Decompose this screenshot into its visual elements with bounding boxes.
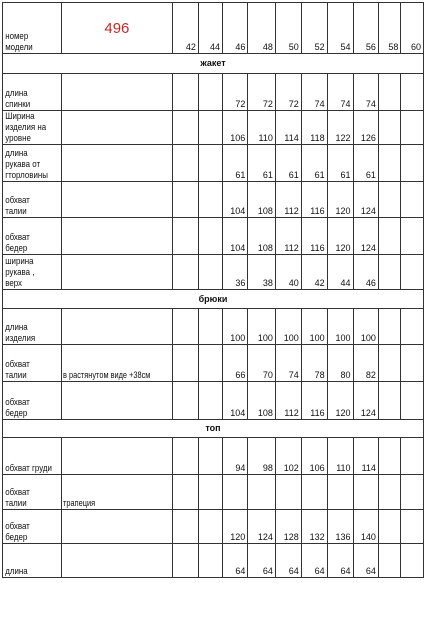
measurement-row (3, 309, 424, 345)
measurement-value (222, 475, 247, 510)
measurement-note (61, 382, 152, 420)
measurement-label: длина (3, 544, 55, 578)
measurement-value (378, 345, 401, 382)
measurement-value: 38 (248, 255, 276, 290)
measurement-value: 112 (275, 382, 301, 420)
measurement-value (198, 544, 222, 578)
measurement-value (198, 345, 222, 382)
measurement-value: 44 (327, 255, 353, 290)
measurement-value: 106 (301, 438, 327, 475)
measurement-row (3, 475, 424, 510)
size-header: 52 (301, 3, 327, 54)
measurement-value: 64 (275, 544, 301, 578)
measurement-label: обхват бедер (3, 218, 55, 255)
measurement-row (3, 74, 424, 111)
measurement-value (401, 475, 424, 510)
measurement-label: обхват талии (3, 182, 55, 218)
measurement-value: 108 (248, 182, 276, 218)
measurement-value: 64 (222, 544, 247, 578)
measurement-value: 61 (301, 145, 327, 182)
header-row (3, 3, 424, 54)
measurement-row (3, 218, 424, 255)
section-title: брюки (3, 290, 424, 309)
measurement-value: 106 (222, 111, 247, 145)
measurement-value: 61 (327, 145, 353, 182)
measurement-value: 114 (353, 438, 378, 475)
measurement-label: Ширина изделия на уровне (3, 111, 55, 145)
measurement-value: 116 (301, 382, 327, 420)
measurement-value: 100 (222, 309, 247, 345)
measurement-value: 120 (327, 182, 353, 218)
measurement-value (401, 382, 424, 420)
measurement-value: 74 (275, 345, 301, 382)
measurement-value: 102 (275, 438, 301, 475)
measurement-row (3, 438, 424, 475)
measurement-value (198, 309, 222, 345)
measurement-value (353, 475, 378, 510)
measurement-value (198, 111, 222, 145)
measurement-value: 100 (301, 309, 327, 345)
measurement-value: 74 (301, 74, 327, 111)
measurement-value: 118 (301, 111, 327, 145)
measurement-value: 64 (353, 544, 378, 578)
measurement-value (401, 255, 424, 290)
measurement-value (198, 475, 222, 510)
measurement-value: 104 (222, 382, 247, 420)
measurement-note (61, 182, 152, 218)
measurement-value: 120 (222, 510, 247, 544)
size-header: 60 (401, 3, 424, 54)
measurement-value (378, 510, 401, 544)
measurement-value (173, 182, 199, 218)
measurement-value: 100 (248, 309, 276, 345)
measurement-note (61, 218, 152, 255)
measurement-row (3, 345, 424, 382)
measurement-value: 61 (275, 145, 301, 182)
measurement-value (378, 255, 401, 290)
measurement-value: 72 (275, 74, 301, 111)
measurement-value (173, 74, 199, 111)
measurement-value (378, 544, 401, 578)
section-title: жакет (3, 54, 424, 74)
section-row (3, 290, 424, 309)
measurement-value (378, 145, 401, 182)
measurement-value: 61 (248, 145, 276, 182)
measurement-value: 108 (248, 218, 276, 255)
measurement-value: 94 (222, 438, 247, 475)
measurement-value: 120 (327, 382, 353, 420)
measurement-value (173, 309, 199, 345)
measurement-value: 72 (222, 74, 247, 111)
measurement-value: 128 (275, 510, 301, 544)
measurement-value (198, 74, 222, 111)
measurement-value: 100 (327, 309, 353, 345)
measurement-value (198, 218, 222, 255)
measurement-label: длина изделия (3, 309, 55, 345)
measurement-value: 124 (353, 182, 378, 218)
measurement-value: 110 (248, 111, 276, 145)
measurement-note: в растянутом виде +38см (61, 345, 152, 382)
measurement-label: обхват груди (3, 438, 55, 475)
size-header: 46 (222, 3, 247, 54)
size-header: 56 (353, 3, 378, 54)
measurement-value (401, 182, 424, 218)
measurement-value (198, 182, 222, 218)
measurement-note (61, 111, 152, 145)
measurement-value: 98 (248, 438, 276, 475)
measurement-value (401, 145, 424, 182)
measurement-value: 36 (222, 255, 247, 290)
measurement-value (198, 382, 222, 420)
measurement-value (248, 475, 276, 510)
size-header: 48 (248, 3, 276, 54)
measurement-value: 124 (353, 218, 378, 255)
measurement-value (401, 345, 424, 382)
size-header: 42 (173, 3, 199, 54)
measurement-value (173, 510, 199, 544)
measurement-value: 46 (353, 255, 378, 290)
measurement-value (173, 438, 199, 475)
measurement-value: 136 (327, 510, 353, 544)
measurement-note: трапеция (61, 475, 152, 510)
measurement-value (327, 475, 353, 510)
measurement-note (61, 309, 152, 345)
measurement-value (401, 510, 424, 544)
measurement-value (173, 255, 199, 290)
measurement-value: 74 (327, 74, 353, 111)
measurement-value: 74 (353, 74, 378, 111)
measurement-value (198, 510, 222, 544)
measurement-value: 112 (275, 182, 301, 218)
measurement-value: 104 (222, 218, 247, 255)
measurement-value (173, 544, 199, 578)
measurement-value (301, 475, 327, 510)
measurement-value: 72 (248, 74, 276, 111)
measurement-value (173, 145, 199, 182)
measurement-note (61, 74, 152, 111)
size-chart-table (2, 2, 424, 578)
measurement-value: 140 (353, 510, 378, 544)
measurement-value: 64 (327, 544, 353, 578)
measurement-value (378, 218, 401, 255)
measurement-note (61, 438, 152, 475)
measurement-value (378, 309, 401, 345)
measurement-value (173, 218, 199, 255)
measurement-value: 64 (301, 544, 327, 578)
size-header: 44 (198, 3, 222, 54)
section-title: топ (3, 420, 424, 438)
measurement-value (378, 382, 401, 420)
measurement-row (3, 182, 424, 218)
measurement-note (61, 145, 152, 182)
measurement-value: 108 (248, 382, 276, 420)
measurement-row (3, 510, 424, 544)
measurement-row (3, 111, 424, 145)
model-number: 496 (61, 3, 173, 54)
measurement-value: 104 (222, 182, 247, 218)
measurement-value (401, 309, 424, 345)
measurement-value (401, 544, 424, 578)
measurement-value (401, 111, 424, 145)
measurement-value: 132 (301, 510, 327, 544)
measurement-value (378, 438, 401, 475)
measurement-label: обхват бедер (3, 382, 55, 420)
measurement-note (61, 510, 152, 544)
measurement-value (378, 182, 401, 218)
measurement-value (378, 475, 401, 510)
measurement-value: 42 (301, 255, 327, 290)
measurement-value: 120 (327, 218, 353, 255)
measurement-value: 122 (327, 111, 353, 145)
measurement-value: 112 (275, 218, 301, 255)
measurement-value: 61 (222, 145, 247, 182)
measurement-label: обхват бедер (3, 510, 55, 544)
measurement-value: 116 (301, 218, 327, 255)
measurement-value: 116 (301, 182, 327, 218)
measurement-value (198, 145, 222, 182)
measurement-label: длина рукава от гторловины (3, 145, 55, 182)
measurement-value: 70 (248, 345, 276, 382)
measurement-row (3, 145, 424, 182)
measurement-value (173, 475, 199, 510)
measurement-note (61, 544, 152, 578)
measurement-label: ширина рукава , верх (3, 255, 55, 290)
measurement-value: 78 (301, 345, 327, 382)
section-row (3, 54, 424, 74)
measurement-label: обхват талии (3, 345, 55, 382)
measurement-row (3, 382, 424, 420)
measurement-value: 40 (275, 255, 301, 290)
measurement-value (198, 255, 222, 290)
section-row (3, 420, 424, 438)
measurement-label: длина спинки (3, 74, 55, 111)
measurement-value (275, 475, 301, 510)
measurement-value: 124 (353, 382, 378, 420)
measurement-value: 114 (275, 111, 301, 145)
measurement-value: 124 (248, 510, 276, 544)
measurement-value: 110 (327, 438, 353, 475)
measurement-value (173, 111, 199, 145)
measurement-value (173, 382, 199, 420)
measurement-value (401, 218, 424, 255)
measurement-value (378, 111, 401, 145)
measurement-note (61, 255, 152, 290)
measurement-value: 82 (353, 345, 378, 382)
measurement-label: обхват талии (3, 475, 55, 510)
header-label: номер модели (3, 3, 55, 54)
measurement-row (3, 544, 424, 578)
measurement-value: 100 (275, 309, 301, 345)
measurement-value: 80 (327, 345, 353, 382)
measurement-value (401, 74, 424, 111)
measurement-value: 66 (222, 345, 247, 382)
measurement-value (378, 74, 401, 111)
size-header: 50 (275, 3, 301, 54)
size-header: 54 (327, 3, 353, 54)
measurement-value: 100 (353, 309, 378, 345)
measurement-value (198, 438, 222, 475)
measurement-value (401, 438, 424, 475)
measurement-value: 126 (353, 111, 378, 145)
measurement-value (173, 345, 199, 382)
measurement-row (3, 255, 424, 290)
size-chart-body (3, 3, 424, 578)
measurement-value: 64 (248, 544, 276, 578)
measurement-value: 61 (353, 145, 378, 182)
size-header: 58 (378, 3, 401, 54)
